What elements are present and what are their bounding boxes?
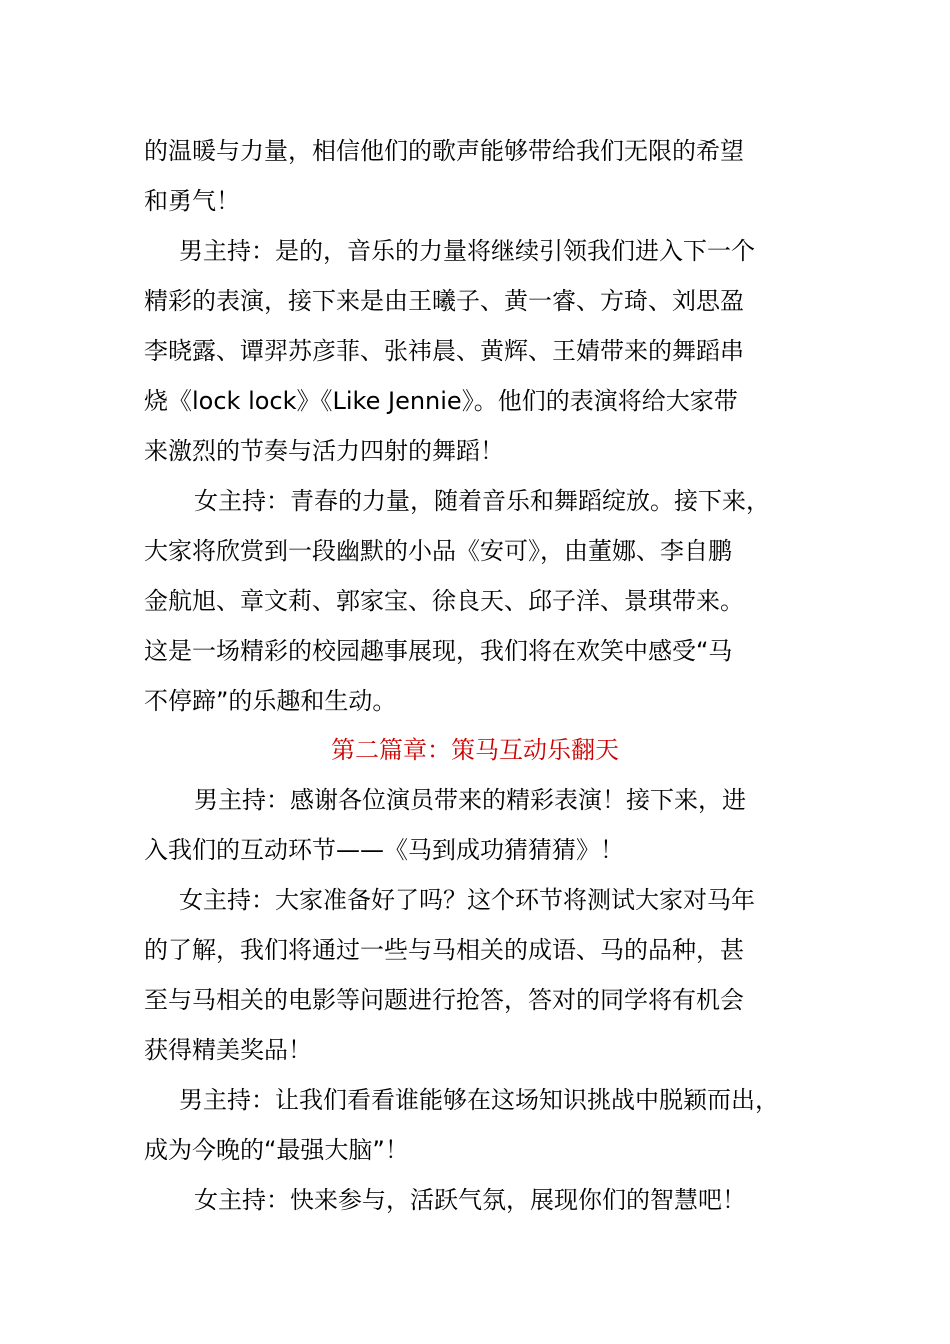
paragraph-line: 获得精美奖品！: [144, 1036, 312, 1064]
paragraph-line: 至与马相关的电影等问题进行抢答，答对的同学将有机会: [144, 986, 744, 1014]
paragraph-line: 女主持：大家准备好了吗？这个环节将测试大家对马年: [179, 886, 755, 914]
paragraph-line: 金航旭、章文莉、郭家宝、徐良天、邱子洋、景琪带来。: [144, 587, 744, 615]
paragraph-line: 和勇气！: [144, 187, 240, 215]
paragraph-line: 的温暖与力量，相信他们的歌声能够带给我们无限的希望: [144, 137, 744, 165]
paragraph-line: 这是一场精彩的校园趣事展现，我们将在欢笑中感受“马: [144, 637, 733, 665]
paragraph-line: 不停蹄”的乐趣和生动。: [144, 687, 397, 715]
paragraph-line: 女主持：青春的力量，随着音乐和舞蹈绽放。接下来，: [194, 487, 770, 515]
paragraph-line: 男主持：感谢各位演员带来的精彩表演！接下来，进: [194, 786, 746, 814]
chapter-heading: 第二篇章：策马互动乐翻天: [331, 736, 619, 764]
paragraph-line: 李晓露、谭羿苏彦菲、张祎晨、黄辉、王婧带来的舞蹈串: [144, 337, 744, 365]
paragraph-line: 来激烈的节奏与活力四射的舞蹈！: [144, 437, 504, 465]
paragraph-line: 男主持：让我们看看谁能够在这场知识挑战中脱颖而出，: [179, 1086, 779, 1114]
paragraph-line: 的了解，我们将通过一些与马相关的成语、马的品种，甚: [144, 936, 744, 964]
paragraph-line: 女主持：快来参与，活跃气氛，展现你们的智慧吧！: [194, 1186, 746, 1214]
paragraph-line: 精彩的表演，接下来是由王曦子、黄一睿、方琦、刘思盈: [144, 287, 744, 315]
paragraph-line: 男主持：是的，音乐的力量将继续引领我们进入下一个: [179, 237, 755, 265]
paragraph-line: 成为今晚的“最强大脑”！: [144, 1136, 409, 1164]
paragraph-line: 烧《lock lock》《Like Jennie》。他们的表演将给大家带: [144, 387, 738, 415]
paragraph-line: 入我们的互动环节——《马到成功猜猜猜》！: [144, 836, 624, 864]
paragraph-line: 大家将欣赏到一段幽默的小品《安可》，由董娜、李自鹏: [144, 537, 732, 565]
